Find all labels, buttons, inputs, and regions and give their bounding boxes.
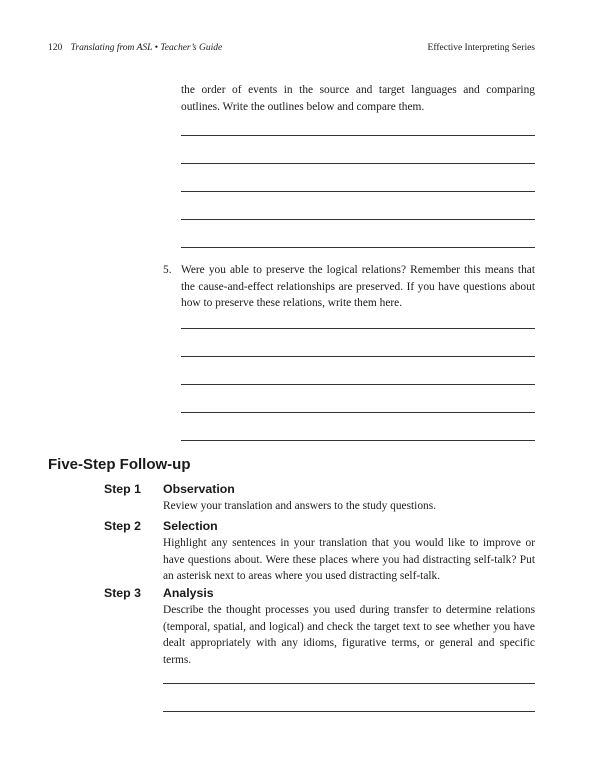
continued-paragraph: the order of events in the source and target languages and comparing outlines. Write the outlines below and compare them. — [181, 84, 535, 113]
step-2-name: Selection — [163, 519, 218, 533]
answer-line — [163, 711, 535, 712]
step-2-label: Step 2 — [104, 519, 141, 533]
step-1-label: Step 1 — [104, 482, 141, 496]
answer-line — [181, 384, 535, 385]
series-title: Effective Interpreting Series — [427, 43, 535, 53]
step-1-description: Review your translation and answers to the study questions. — [163, 500, 437, 512]
answer-line — [181, 191, 535, 192]
answer-line — [163, 683, 535, 684]
running-head — [48, 41, 535, 55]
page-number: 120 — [48, 43, 63, 53]
answer-line — [181, 356, 535, 357]
step-1-name: Observation — [163, 482, 235, 496]
section-heading: Five-Step Follow-up — [48, 456, 191, 473]
answer-line — [181, 219, 535, 220]
answer-line — [181, 412, 535, 413]
answer-line — [181, 440, 535, 441]
answer-line — [181, 328, 535, 329]
book-title: Translating from ASL • Teacher’s Guide — [70, 43, 223, 53]
running-head-left — [48, 41, 222, 55]
question-number: 5. — [163, 264, 172, 276]
answer-line — [181, 163, 535, 164]
step-2-description: Highlight any sentences in your translation that you would like to improve or have questions about. Were these places where you had distracting self-talk? Put an asterisk next to areas where you used distracting self-talk. — [163, 537, 535, 582]
question-text: Were you able to preserve the logical relations? Remember this means that the cause-and-effect relationships are preserved. If you have questions about how to preserve these relations, write them here. — [181, 264, 535, 309]
answer-line — [181, 135, 535, 136]
step-3-label: Step 3 — [104, 586, 141, 600]
step-3-name: Analysis — [163, 586, 214, 600]
answer-line — [181, 247, 535, 248]
step-3-description: Describe the thought processes you used during transfer to determine relations (temporal, spatial, and logical) and check the target text to see whether you have dealt appropriately with any idioms, figurative terms, or general and specific terms. — [163, 604, 535, 666]
